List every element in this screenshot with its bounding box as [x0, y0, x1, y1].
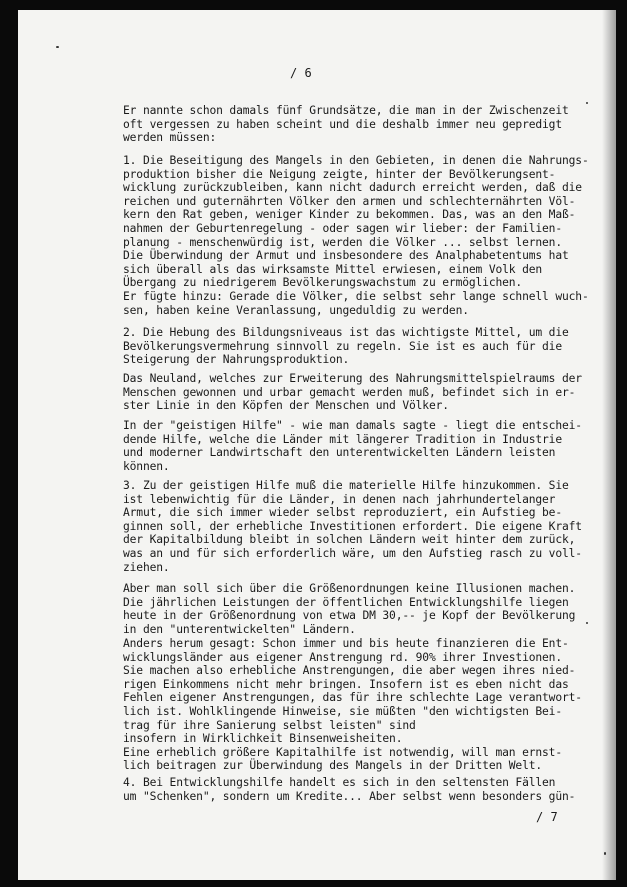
- text-line: Fehlen eigener Anstrengungen, das für ihre schlechte Lage verantwort-: [123, 691, 582, 705]
- text-line: ster Linie in den Köpfen der Menschen und Völker.: [123, 399, 449, 413]
- text-line: Das Neuland, welches zur Erweiterung des Nahrungsmittelspielraums der: [123, 372, 582, 385]
- text-line: lich ist. Wohlklingende Hinweise, sie müßten "den wichtigsten Bei-: [123, 704, 562, 718]
- text-line: rigen Einkommens nicht mehr bringen. Insofern ist es eben nicht das: [123, 677, 569, 691]
- text-line: Anders herum gesagt: Schon immer und bis heute finanzieren die Ent-: [123, 637, 569, 650]
- text-line: Bevölkerungsvermehrung sinnvoll zu regeln. Sie ist es auch für die: [123, 339, 562, 353]
- text-line: Er fügte hinzu: Gerade die Völker, die selbst sehr lange schnell wuch-: [123, 290, 589, 303]
- text-line: oft vergessen zu haben scheint und die deshalb immer neu gepredigt: [123, 117, 562, 131]
- text-line: Steigerung der Nahrungsproduktion.: [123, 353, 350, 367]
- text-line: Menschen gewonnen und urbar gemacht werden muß, befindet sich in er-: [123, 385, 576, 399]
- text-line: Armut, die sich immer wieder selbst reproduziert, ein Aufstieg be-: [123, 506, 562, 520]
- paragraph-intro: [123, 104, 613, 145]
- text-line: 2. Die Hebung des Bildungsniveaus ist das wichtigste Mittel, um die: [123, 326, 569, 339]
- text-line: Sie machen also erhebliche Anstrengungen, die aber wegen ihres nied-: [123, 664, 576, 678]
- text-line: werden müssen:: [123, 131, 217, 145]
- text-line: sich überall als das wirksamste Mittel erwiesen, einem Volk den: [123, 262, 543, 276]
- text-line: Aber man soll sich über die Größenordnungen keine Illusionen machen.: [123, 582, 576, 595]
- page-number-footer: / 7: [536, 810, 558, 824]
- text-line: trag für ihre Sanierung selbst leisten" sind: [123, 718, 416, 732]
- text-line: 4. Bei Entwicklungshilfe handelt es sich in den seltensten Fällen: [123, 776, 556, 789]
- text-line: wicklungsländer aus eigener Anstrengung rd. 90% ihrer Investionen.: [123, 650, 562, 664]
- text-line: heute in der Größenordnung von etwa DM 30,-- je Kopf der Bevölkerung: [123, 609, 576, 623]
- text-line: In der "geistigen Hilfe" - wie man damals sagte - liegt die entschei-: [123, 419, 582, 432]
- text-line: Übergang zu niedrigerem Bevölkerungswachstum zu ermöglichen.: [123, 276, 523, 290]
- text-line: kern den Rat geben, weniger Kinder zu bekommen. Das, was an den Maß-: [123, 208, 576, 222]
- text-line: ist lebenwichtig für die Länder, in denen nach jahrhundertelanger: [123, 492, 556, 506]
- paragraph-addendum: [123, 290, 613, 317]
- text-line: Er nannte schon damals fünf Grundsätze, die man in der Zwischenzeit: [123, 104, 569, 117]
- text-line: um "Schenken", sondern um Kredite... Aber selbst wenn besonders gün-: [123, 789, 576, 803]
- scan-speck: [586, 622, 588, 624]
- scan-speck: [604, 852, 606, 855]
- text-line: sen, haben keine Veranlassung, ungeduldig zu werden.: [123, 303, 469, 317]
- text-line: Die Überwindung der Armut und insbesondere des Analphabetentums hat: [123, 249, 569, 263]
- text-line: in den "unterentwickelten" Ländern.: [123, 622, 356, 636]
- text-line: lich beitragen zur Überwindung des Mangels in der Dritten Welt.: [123, 759, 543, 773]
- text-line: Eine erheblich größere Kapitalhilfe ist notwendig, will man ernst-: [123, 745, 562, 759]
- scan-speck: [56, 46, 59, 48]
- paragraph-anders-herum: [123, 637, 613, 773]
- text-line: ziehen.: [123, 560, 170, 574]
- paragraph-principle-3: [123, 479, 613, 574]
- paragraph-principle-1: [123, 154, 613, 290]
- paragraph-groessenordnungen: [123, 582, 613, 636]
- text-line: wicklung zurückzubleiben, kann nicht dadurch erreicht werden, daß die: [123, 181, 582, 195]
- text-line: was an und für sich erforderlich wäre, um den Aufstieg rasch zu voll-: [123, 546, 582, 560]
- text-line: planung - menschenwürdig ist, werden die Völker ... selbst lernen.: [123, 235, 562, 249]
- text-line: ginnen soll, der erhebliche Investitionen erfordert. Die eigene Kraft: [123, 519, 582, 533]
- text-line: und moderner Landwirtschaft den unterentwickelten Ländern leisten: [123, 446, 556, 460]
- text-line: Die jährlichen Leistungen der öffentlichen Entwicklungshilfe liegen: [123, 595, 569, 609]
- text-line: 1. Die Beseitigung des Mangels in den Gebieten, in denen die Nahrungs-: [123, 154, 589, 167]
- text-line: reichen und guternährten Völker den armen und schlechternährten Völ-: [123, 194, 576, 208]
- text-line: nahmen der Geburtenregelung - oder sagen wir lieber: der Familien-: [123, 221, 562, 235]
- text-line: dende Hilfe, welche die Länder mit längerer Tradition in Industrie: [123, 432, 562, 446]
- scan-speck: [586, 102, 588, 104]
- paragraph-principle-2: [123, 326, 613, 367]
- text-line: produktion bisher die Neigung zeigte, hinter der Bevölkerungsent-: [123, 167, 556, 181]
- page-number-header: / 6: [290, 66, 312, 80]
- text-line: können.: [123, 459, 170, 473]
- paragraph-neuland: [123, 372, 613, 413]
- document-page: [18, 10, 616, 880]
- text-line: der Kapitalbildung bleibt in solchen Ländern weit hinter dem zurück,: [123, 533, 576, 547]
- paragraph-principle-4: [123, 776, 613, 803]
- paragraph-geistige-hilfe: [123, 419, 613, 473]
- text-line: 3. Zu der geistigen Hilfe muß die materielle Hilfe hinzukommen. Sie: [123, 479, 569, 492]
- text-line: insofern in Wirklichkeit Binsenweisheiten.: [123, 732, 403, 746]
